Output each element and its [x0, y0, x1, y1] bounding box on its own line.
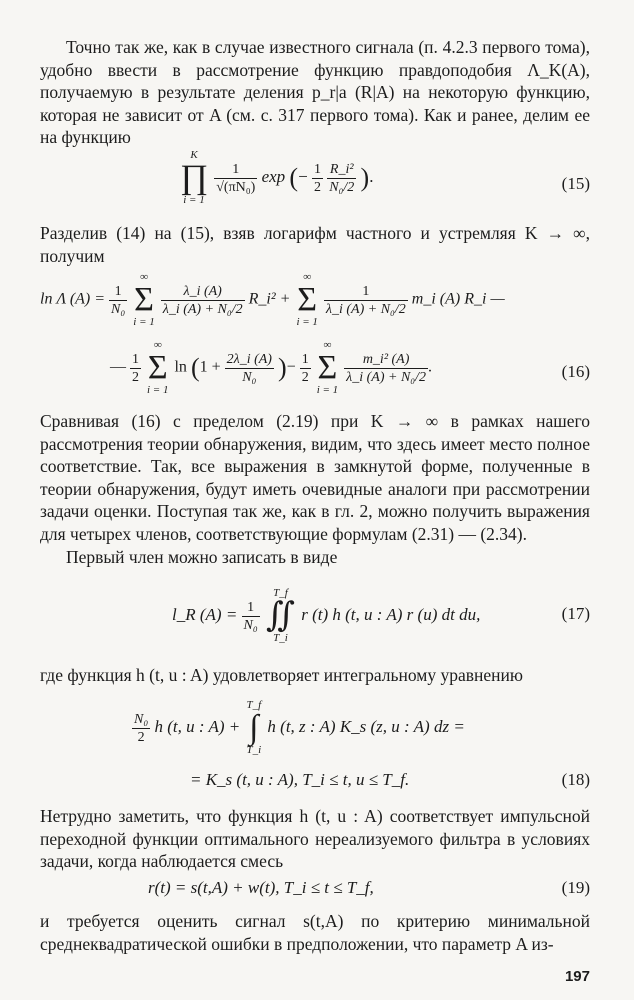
equation-number-16: (16) [561, 362, 590, 381]
coefficient-fraction: $\frac{1}{\text{√(πN₀)}}$ [216, 161, 256, 195]
paragraph-2: Разделив (14) на (15), взяв логарифм частного и устремляя K → ∞, получим [40, 223, 590, 266]
paragraph-3: Сравнивая (16) с пределом (2.19) при K → ∞ в рамках нашего рассмотрения теории обнаружения, видим, что здесь имеет место полное соответствие. Так, все выражения в замкнутой форме, полученные в теории обнаружения, будут иметь очевидные аналоги при рассмотрении задачи оценки. Поступая так же, как в гл. 2, можно получить выражения для четырех членов, соответствующие формулам (2.31) — (2.34). [40, 411, 590, 544]
equation-18-line-2: = K_s (t, u : A), T_i ≤ t, u ≤ T_f. [190, 770, 410, 789]
equation-number-17: (17) [561, 604, 590, 623]
integral-operator: T_f ∫ T_i [246, 699, 262, 756]
paragraph-5: где функция h (t, u : A) удовлетворяет интегральному уравнению [40, 665, 523, 685]
paragraph-1: Точно так же, как в случае известного сигнала (п. 4.2.3 первого тома), удобно ввести в рассмотрение функцию правдоподобия Λ_K(A), получаемую в результате деления p_r|a (R|A) на некоторую функцию, которая не зависит от A (см. с. 317 первого тома). Как и ранее, делим ее на функцию [40, 37, 590, 147]
paragraph-7: и требуется оценить сигнал s(t,A) по критерию минимальной среднеквадратической ошибки в предположении, что параметр A из- [40, 911, 590, 954]
equation-15: K ∏ i = 1 $\frac{1}{\text{√(πN₀)}}$ exp (− $\frac{1}{2}$ $\frac{\text{R\_i²}}{\text{N₀/2}}$ ). [180, 149, 374, 206]
equation-number-18: (18) [561, 770, 590, 789]
paragraph-4: Первый член можно записать в виде [66, 547, 338, 567]
page-number: 197 [564, 968, 590, 985]
equation-17: l_R (A) = $\frac{1}{\text{N₀}}$ T_f ∬ T_i r (t) h (t, u : A) r (u) dt du, [172, 587, 481, 644]
equation-19: r(t) = s(t,A) + w(t), T_i ≤ t ≤ T_f, [148, 878, 374, 897]
product-operator: K ∏ i = 1 [180, 149, 208, 206]
equation-18-line-1: $\frac{\text{N₀}}{2}$ h (t, u : A) + T_f ∫ T_i h (t, z : A) K_s (z, u : A) dz = [134, 699, 465, 756]
equation-number-15: (15) [561, 174, 590, 193]
equation-16-line-2: — $\frac{1}{2}$ ∞ Σ i = 1 ln (1 + $\frac{2\lambda\_i (A)}{\text{N₀}}$ )− $\frac{1}{2}$ ∞ Σ i = 1 $\frac{\text{m\_i² (A)}}{\text{λ\_i (A) + N₀/2}}$ . [110, 339, 433, 396]
paragraph-6: Нетрудно заметить, что функция h (t, u : A) соответствует импульсной переходной функции оптимального нереализуемого фильтра в условиях задачи, когда наблюдается смесь [40, 806, 590, 871]
equation-number-19: (19) [561, 878, 590, 897]
equation-16-line-1: ln Λ (A) = $\frac{1}{\text{N₀}}$ ∞ Σ i = 1 $\frac{\lambda\_i (A)}{\text{λ\_i (A) + N₀/2}}$ R_i² + ∞ Σ i = 1 $\frac{1}{\text{λ\_i (A) + N₀/2}}$ m_i (A) R_i — [40, 271, 505, 328]
double-integral-operator: T_f ∬ T_i [266, 587, 295, 644]
